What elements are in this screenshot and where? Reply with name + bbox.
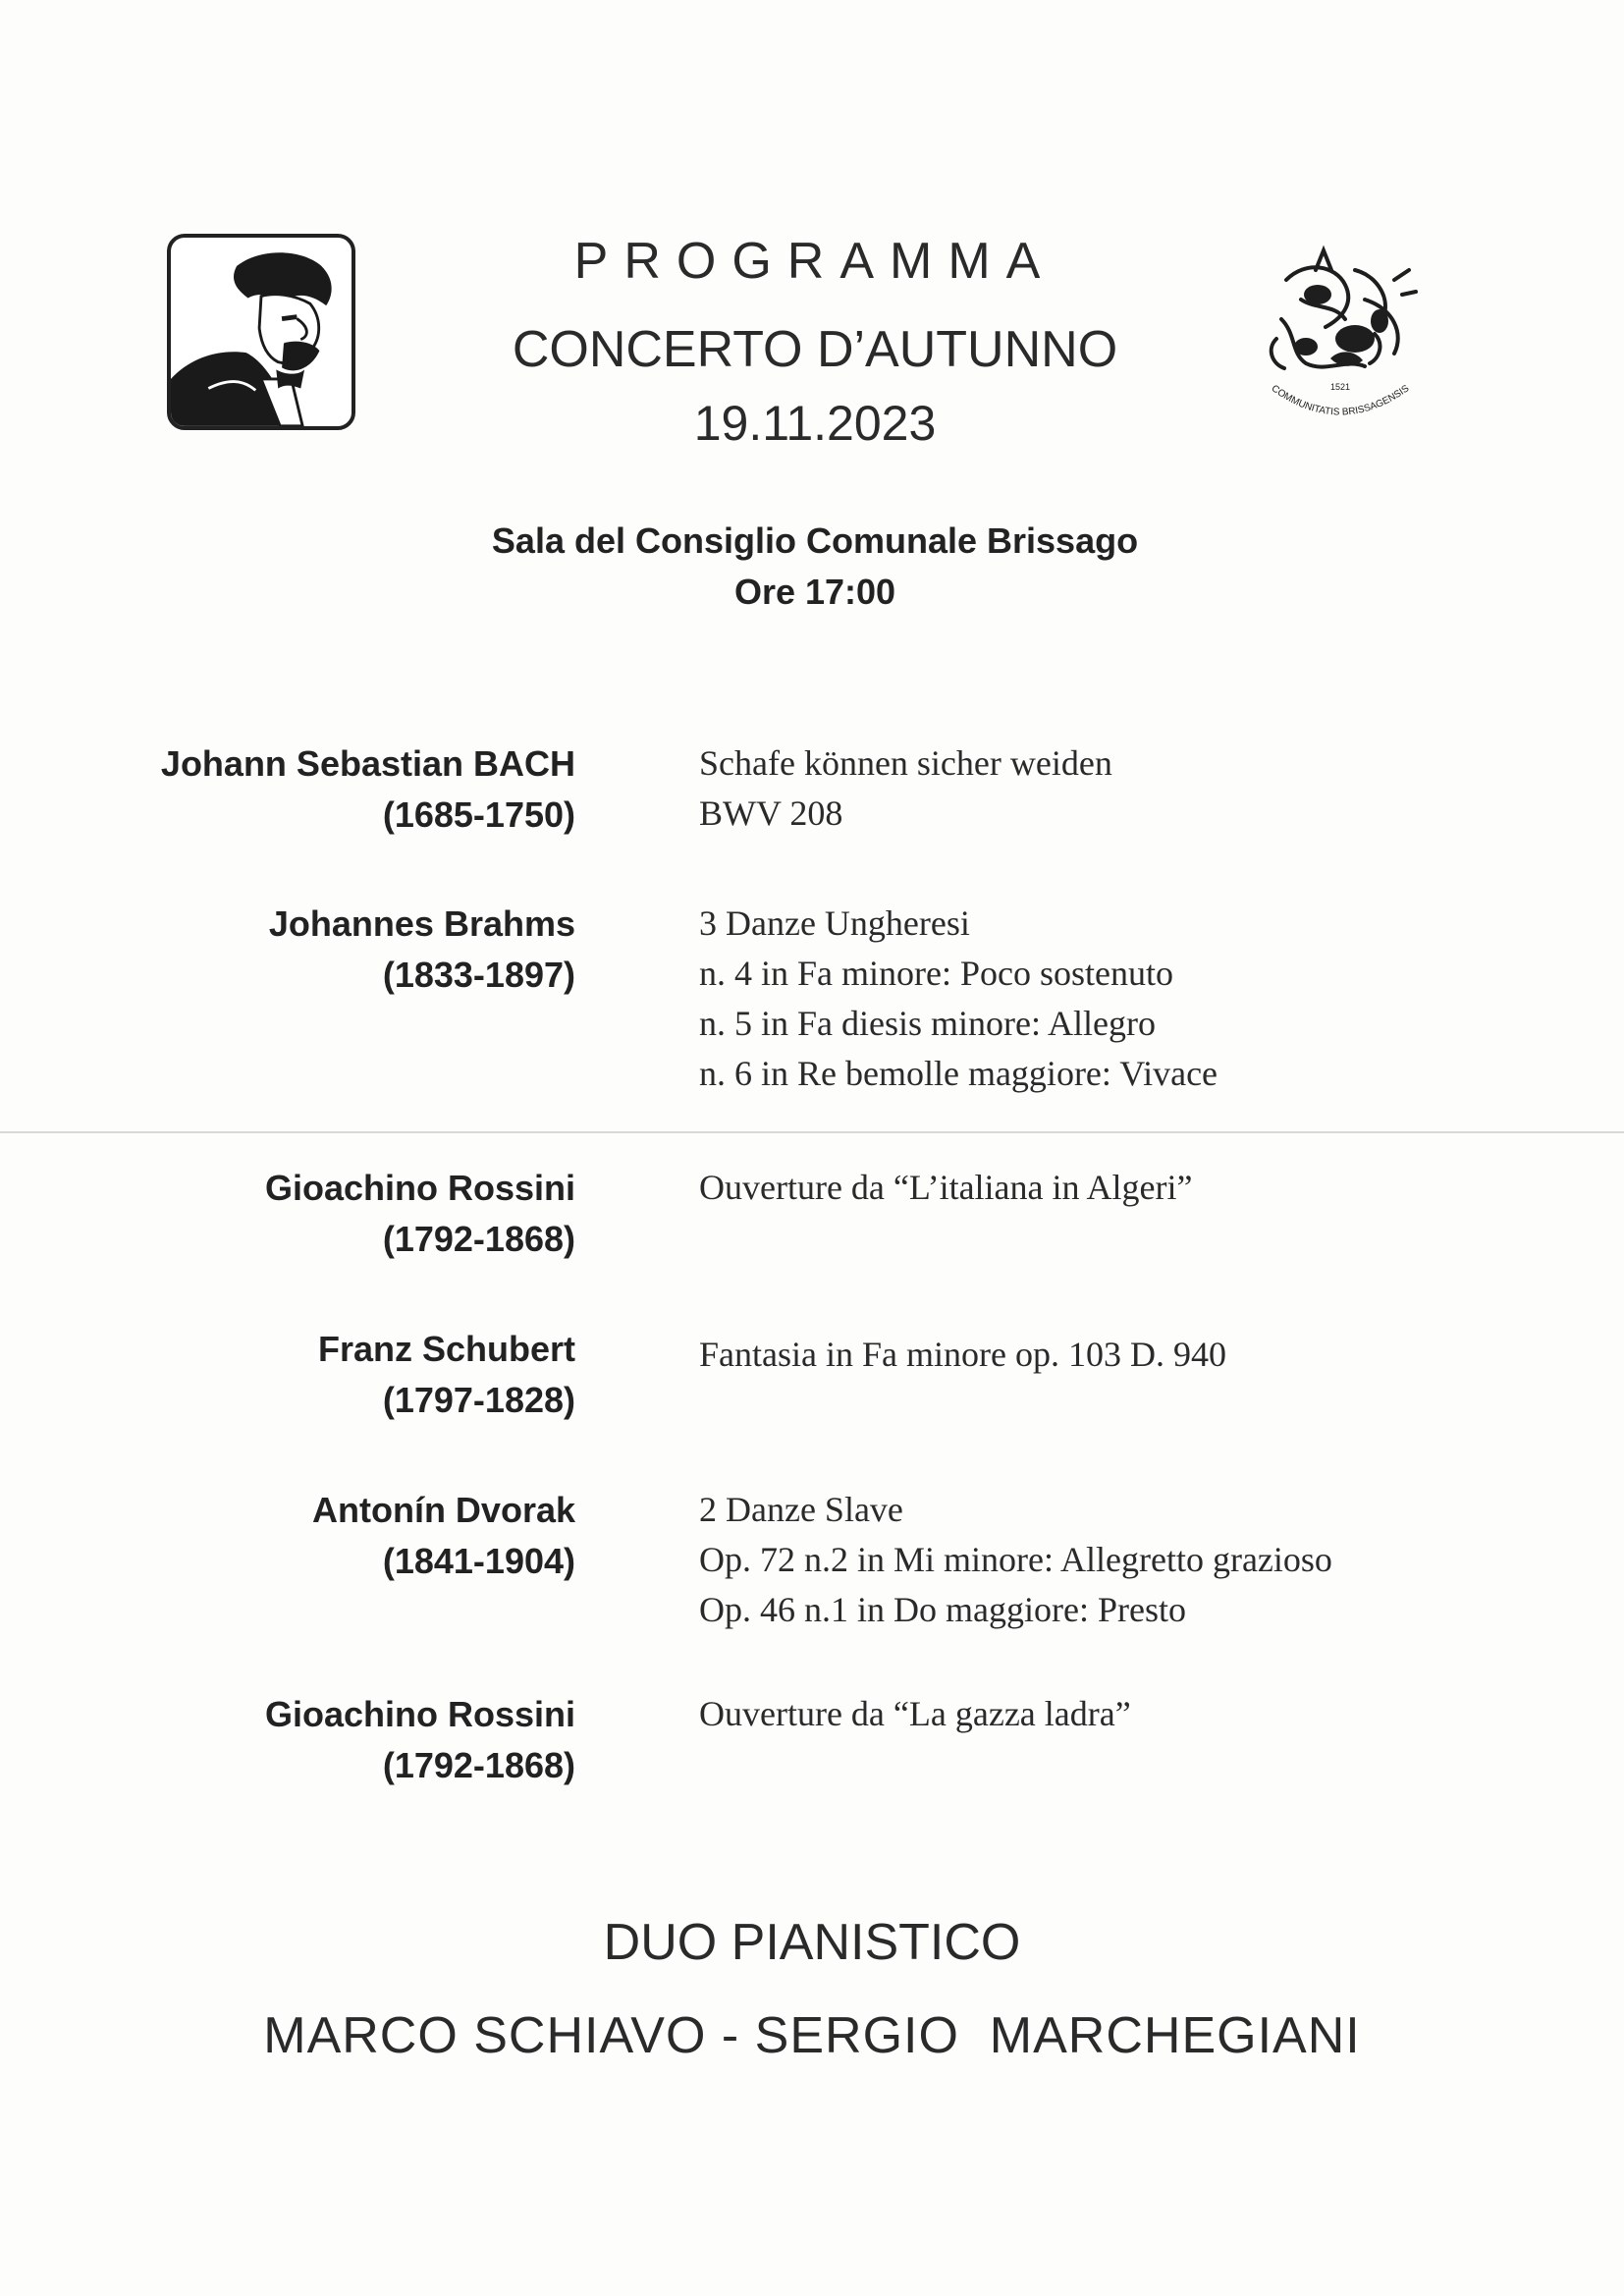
composer-name: Gioachino Rossini	[264, 1694, 575, 1734]
work-line: n. 5 in Fa diesis minore: Allegro	[699, 1004, 1156, 1043]
work-line: 2 Danze Slave	[699, 1490, 903, 1529]
municipal-seal-icon	[1247, 241, 1434, 447]
composer-dates: (1833-1897)	[382, 955, 575, 995]
composer-dates: (1792-1868)	[382, 1219, 575, 1259]
works-list	[699, 1485, 1583, 1635]
composer-name: Gioachino Rossini	[264, 1168, 575, 1208]
composer	[65, 738, 575, 841]
work-line: Ouverture da “L’italiana in Algeri”	[699, 1168, 1193, 1207]
work-line: Op. 46 n.1 in Do maggiore: Presto	[699, 1590, 1186, 1629]
page-title: PROGRAMMA	[573, 233, 1056, 290]
work-line: Schafe können sicher weiden	[699, 743, 1112, 783]
composer	[65, 1689, 575, 1791]
fold-line	[0, 1131, 1624, 1133]
work-line: Fantasia in Fa minore op. 103 D. 940	[699, 1335, 1226, 1374]
works-list	[699, 738, 1583, 839]
work-line: n. 4 in Fa minore: Poco sostenuto	[699, 954, 1173, 993]
composer-dates: (1841-1904)	[382, 1541, 575, 1581]
performer-names: MARCO SCHIAVO - SERGIO MARCHEGIANI	[263, 2007, 1361, 2064]
composer-name: Franz Schubert	[317, 1329, 575, 1369]
composer	[65, 899, 575, 1001]
performer-ensemble: DUO PIANISTICO	[603, 1914, 1021, 1971]
composer-dates: (1792-1868)	[382, 1745, 575, 1785]
composer-name: Antonín Dvorak	[311, 1490, 575, 1530]
composer	[65, 1163, 575, 1265]
work-line: 3 Danze Ungheresi	[699, 903, 970, 943]
works-list	[699, 899, 1583, 1099]
composer-dates: (1685-1750)	[382, 794, 575, 835]
venue-time: Ore 17:00	[733, 572, 896, 612]
work-line: Op. 72 n.2 in Mi minore: Allegretto grazioso	[699, 1540, 1332, 1579]
works-list	[699, 1689, 1583, 1739]
work-line: n. 6 in Re bemolle maggiore: Vivace	[699, 1054, 1218, 1093]
seal-legend: COMMUNITATIS BRISSAGENSIS	[1269, 383, 1412, 418]
work-line: Ouverture da “La gazza ladra”	[699, 1694, 1131, 1733]
concert-title: CONCERTO D’AUTUNNO	[512, 321, 1118, 378]
works-list	[699, 1330, 1583, 1380]
composer-caricature-icon	[167, 234, 355, 430]
concert-date: 19.11.2023	[693, 396, 937, 451]
composer	[65, 1485, 575, 1587]
composer-name: Johann Sebastian BACH	[160, 743, 575, 784]
venue-hall: Sala del Consiglio Comunale Brissago	[491, 520, 1139, 561]
work-line: BWV 208	[699, 793, 843, 833]
works-list	[699, 1163, 1583, 1213]
composer-dates: (1797-1828)	[382, 1380, 575, 1420]
seal-year: 1521	[1329, 382, 1351, 392]
composer	[65, 1324, 575, 1426]
composer-name: Johannes Brahms	[268, 903, 575, 944]
